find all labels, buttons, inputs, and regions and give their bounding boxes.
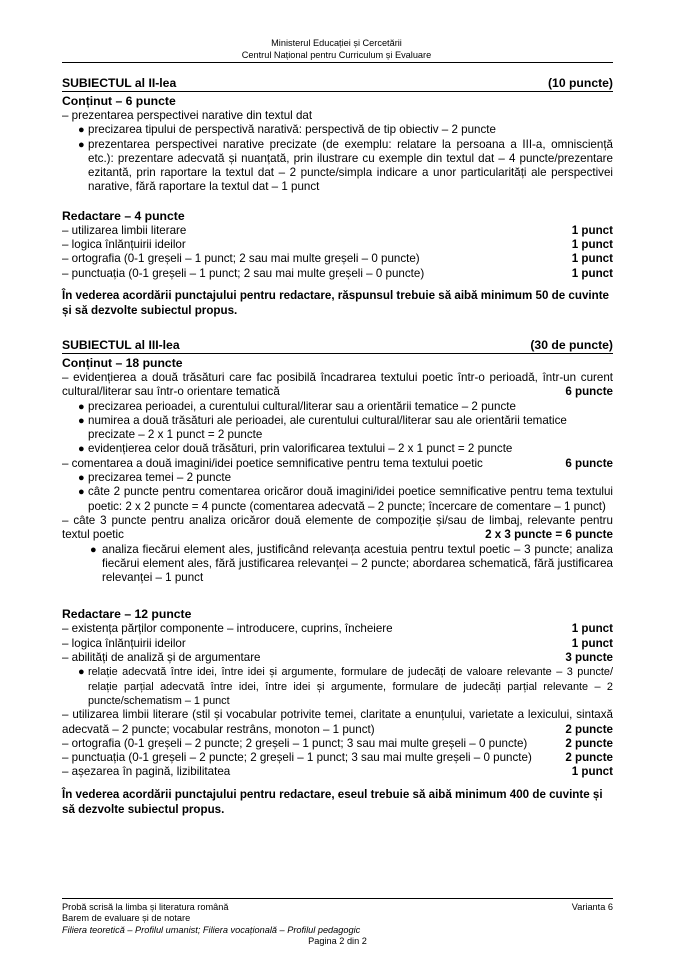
criteria-row [62, 457, 613, 471]
criteria-row [62, 224, 613, 238]
list-item [62, 400, 613, 414]
redactare-note: În vederea acordării punctajului pentru redactare, eseul trebuie să aibă minimum 400 de cuvinte și să dezvolte subiectul propus. [62, 787, 603, 816]
criteria-text: – existența părților componente – introducere, cuprins, încheiere [62, 622, 393, 636]
list-item-text: precizarea temei – 2 puncte [88, 471, 232, 485]
criteria-text: – logica înlănțuirii ideilor [62, 636, 186, 650]
section-title: SUBIECTUL al II-lea [62, 76, 177, 90]
criteria-text: – așezarea în pagină, lizibilitatea [62, 765, 231, 779]
criteria-points: 1 punct [571, 223, 613, 237]
bullet-icon: ● [78, 486, 85, 499]
list-item [62, 123, 613, 137]
criteria-text: – logica înlănțuirii ideilor [62, 238, 186, 252]
list-item [62, 442, 613, 456]
section-title: SUBIECTUL al III-lea [62, 338, 180, 352]
continut-heading: Conținut – 6 puncte [62, 94, 176, 108]
footer-variant: Varianta 6 [571, 902, 613, 912]
criteria-row [62, 238, 613, 252]
continut-line: – prezentarea perspectivei narative din textul dat [62, 109, 313, 122]
list-item [62, 543, 613, 586]
list-item [62, 138, 613, 195]
list-item-text: precizarea tipului de perspectivă narativă: perspectivă de tip obiectiv – 2 puncte [88, 123, 496, 137]
bullet-icon: ● [78, 472, 85, 485]
list-item [62, 414, 613, 443]
criteria-points: 3 puncte [565, 651, 613, 665]
list-item-text: precizarea perioadei, a curentului cultural/literar sau a orientării tematice – 2 puncte [88, 399, 516, 413]
list-item [62, 471, 613, 485]
section-points: (30 de puncte) [530, 338, 613, 352]
criteria-points: 1 punct [571, 636, 613, 650]
redactare-heading: Redactare – 4 puncte [62, 208, 185, 223]
bullet-icon: ● [78, 666, 85, 679]
criteria-points: 1 punct [571, 765, 613, 779]
redactare-note: În vederea acordării punctajului pentru redactare, răspunsul trebuie să aibă minimum 50 de cuvinte și să dezvolte subiectul propus. [62, 288, 610, 317]
criteria-points: 1 punct [571, 622, 613, 636]
list-item [62, 485, 613, 514]
section-points: (10 puncte) [547, 76, 613, 90]
page-number: Pagina 2 din 2 [308, 935, 367, 946]
section-subiect-2 [62, 76, 613, 318]
section-title-row [62, 338, 613, 354]
criteria-text: – ortografia (0-1 greșeli – 1 punct; 2 sau mai multe greșeli – 0 puncte) [62, 252, 420, 266]
criteria-row [62, 622, 613, 636]
criteria-text: – punctuația (0-1 greșeli – 1 punct; 2 sau mai multe greșeli – 0 puncte) [62, 266, 425, 280]
footer-filiera: Filiera teoretică – Profilul umanist; Filiera vocațională – Profilul pedagogic [62, 924, 361, 935]
list-item-text: numirea a două trăsături ale perioadei, ale curentului cultural/literar sau ale orientării tematice precizate – 2 x 1 punct = 2 puncte [88, 413, 567, 442]
footer-exam: Probă scrisă la limba și literatura română [62, 902, 229, 912]
criteria-text: – punctuația (0-1 greșeli – 2 puncte; 2 greșeli – 1 punct; 3 sau mai multe greșeli – 0 puncte) [62, 751, 532, 765]
criteria-text: – abilități de analiză și de argumentare [62, 651, 261, 665]
list-item-text: prezentarea perspectivei narative precizate (de exemplu: relatare la persoana a III-a, omnisciență etc.): prezentare adecvată și nuanțată, prin ilustrare cu exemple din textul dat – 4 puncte/prezentare ezitantă, prin raportare la textul dat – 2 puncte/simpla indicare a unor particularități ale perspectivei narative, fără raportare la textul dat – 1 punct [88, 137, 613, 194]
bullet-icon: ● [78, 414, 85, 427]
criteria-points: 1 punct [571, 252, 613, 266]
criteria-text: – ortografia (0-1 greșeli – 2 puncte; 2 greșeli – 1 punct; 3 sau mai multe greșeli – 0 puncte) [62, 736, 528, 750]
criteria-points: 6 puncte [565, 385, 613, 399]
section-subiect-3 [62, 338, 613, 817]
page-footer [62, 902, 613, 947]
criteria-text: – utilizarea limbii literare [62, 223, 187, 237]
header-ministry: Ministerul Educației și Cercetării [271, 38, 402, 48]
bullet-icon: ● [78, 124, 85, 137]
redactare-heading: Redactare – 12 puncte [62, 607, 192, 622]
bullet-icon: ● [78, 138, 85, 151]
criteria-row [62, 637, 613, 651]
criteria-text: – comentarea a două imagini/idei poetice semnificative pentru tema textului poetic [62, 456, 483, 470]
criteria-row [62, 651, 613, 665]
list-item-text: relație adecvată între idei, între idei și argumente, formulare de judecăți de valoare relevante – 3 puncte/ relație parțial adecvată între idei, între idei și argumente, formulare de judecăți parțial relevante – 2 puncte/schematism – 1 punct [88, 666, 613, 707]
list-item [62, 665, 613, 708]
criteria-points: 6 puncte [565, 456, 613, 470]
bullet-icon: ● [78, 443, 85, 456]
bullet-icon: ● [90, 543, 97, 556]
footer-row [62, 902, 613, 913]
criteria-points: 2 puncte [565, 736, 613, 750]
footer-divider [62, 898, 613, 899]
list-item-text: analiza fiecărui element ales, justificând relevanța acestuia pentru textul poetic – 3 puncte; analiza fiecărui element ales, fără justificarea relevanței – 2 puncte; abordarea schematică, fără justificarea relevanței – 1 punct [102, 542, 613, 585]
list-item-text: evidențierea celor două trăsături, prin valorificarea textului – 2 x 1 punct = 2 puncte [88, 442, 513, 456]
criteria-text: – utilizarea limbii literare (stil și vocabular potrivite temei, claritate a enunțului, varietate a lexicului, sintaxă adecvată – 2 puncte; vocabular restrâns, monoton – 1 punct) [62, 708, 613, 736]
continut-line: – câte 3 puncte pentru analiza oricăror două elemente de compoziție și/sau de limbaj, relevante pentru textul poetic [62, 513, 613, 542]
criteria-points: 2 puncte [565, 751, 613, 765]
criteria-points: 2 x 3 puncte = 6 puncte [485, 528, 613, 542]
criteria-points: 1 punct [571, 266, 613, 280]
criteria-points: 1 punct [571, 238, 613, 252]
list-item-text: câte 2 puncte pentru comentarea oricăror două imagini/idei poetice semnificative pentru tema textului poetic: 2 x 2 puncte = 4 puncte (comentarea adecvată – 2 puncte; încercare de comentare – 1 punct) [88, 485, 613, 513]
criteria-row [62, 737, 613, 751]
bullet-icon: ● [78, 400, 85, 413]
criteria-row [62, 751, 613, 765]
header-divider [62, 62, 613, 63]
criteria-row [62, 252, 613, 266]
continut-heading: Conținut – 18 puncte [62, 356, 183, 370]
header-center: Centrul Național pentru Curriculum și Evaluare [241, 50, 432, 60]
section-title-row [62, 76, 613, 92]
footer-barem: Barem de evaluare și de notare [62, 913, 191, 924]
criteria-points: 2 puncte [565, 722, 613, 736]
criteria-row [62, 765, 613, 779]
criteria-row [62, 267, 613, 281]
continut-line: – evidențierea a două trăsături care fac posibilă încadrarea textului poetic într-o perioadă, într-un curent cultural/literar sau într-o orientare tematică [62, 371, 613, 399]
